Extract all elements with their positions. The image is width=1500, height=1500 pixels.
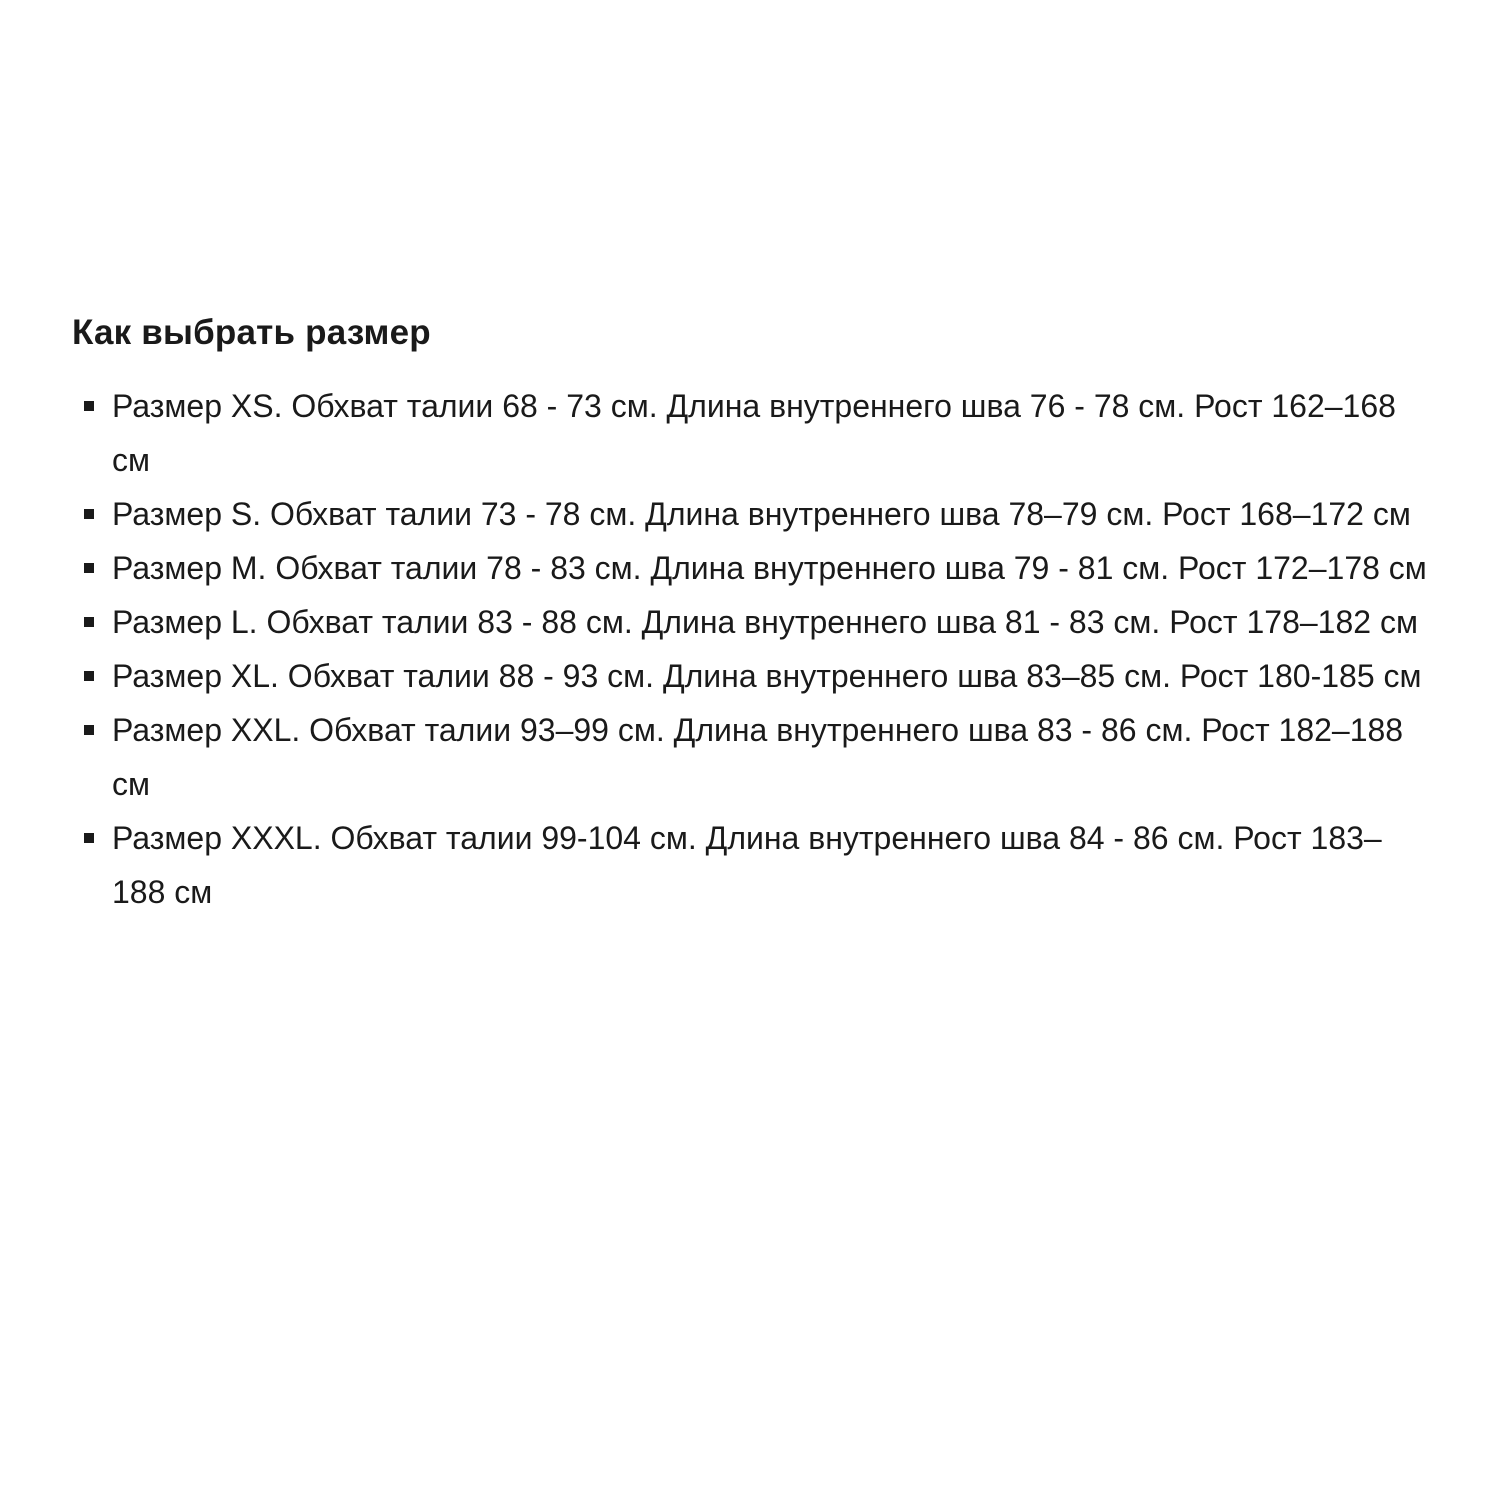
list-item-text: Размер M. Обхват талии 78 - 83 см. Длина внутреннего шва 79 - 81 см. Рост 172–178 см [112,550,1427,586]
list-item-text: Размер XXL. Обхват талии 93–99 см. Длина внутреннего шва 83 - 86 см. Рост 182–188 см [112,712,1404,802]
square-bullet-icon [84,509,94,519]
list-item-xxl [72,703,1432,811]
list-item-xs [72,379,1432,487]
list-item-xxxl [72,811,1432,919]
square-bullet-icon [84,671,94,681]
list-item-l [72,595,1432,649]
list-item-text: Размер S. Обхват талии 73 - 78 см. Длина внутреннего шва 78–79 см. Рост 168–172 см [112,496,1411,532]
list-item-m [72,541,1432,595]
square-bullet-icon [84,563,94,573]
list-item-xl [72,649,1432,703]
square-bullet-icon [84,725,94,735]
square-bullet-icon [84,617,94,627]
list-item-s [72,487,1432,541]
list-item-text: Размер XL. Обхват талии 88 - 93 см. Длина внутреннего шва 83–85 см. Рост 180-185 см [112,658,1422,694]
size-guide [72,305,1432,919]
page-title: Как выбрать размер [72,313,431,352]
size-list [72,379,1432,919]
square-bullet-icon [84,833,94,843]
list-item-text: Размер L. Обхват талии 83 - 88 см. Длина внутреннего шва 81 - 83 см. Рост 178–182 см [112,604,1418,640]
list-item-text: Размер XXXL. Обхват талии 99-104 см. Длина внутреннего шва 84 - 86 см. Рост 183–188 см [112,820,1382,910]
square-bullet-icon [84,401,94,411]
list-item-text: Размер XS. Обхват талии 68 - 73 см. Длина внутреннего шва 76 - 78 см. Рост 162–168 см [112,388,1396,478]
